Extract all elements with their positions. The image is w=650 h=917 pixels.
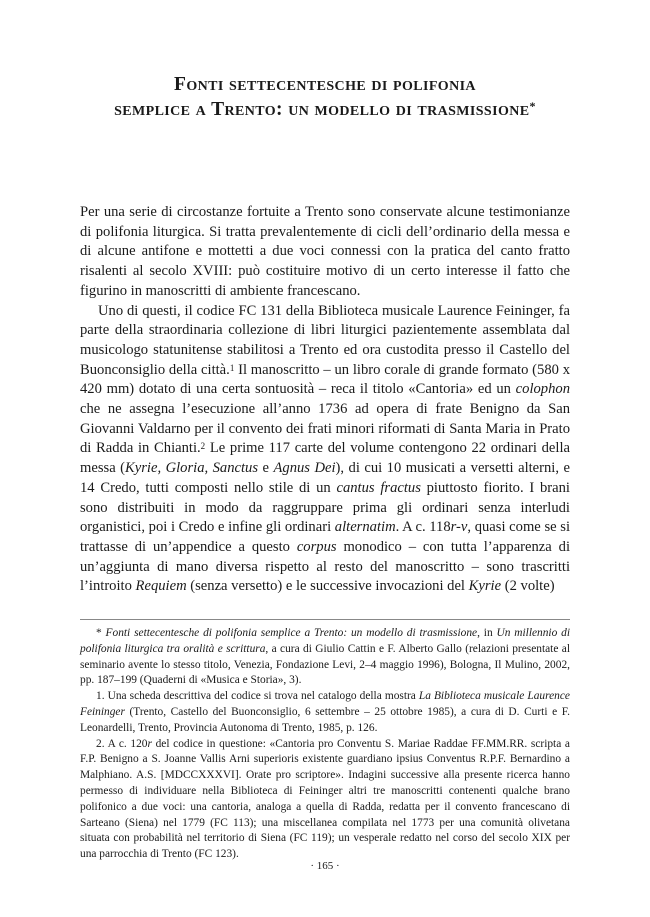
text-run: (senza versetto) e le successive invocazioni del bbox=[186, 578, 469, 595]
italic-term: Kyrie bbox=[468, 578, 502, 595]
text-run: del codice in questione: «Cantoria pro Conventu S. Mariae Raddae FF.MM.RR. scripta a F.P. Benigno a S. Joanne Vallis Arni superioris existente guardiano ipsius Conventus R.P.F. Bernardino a Malphiano. A.S. [MDCCXXXVI]. Orate pro scriptore». Indagini successive alla presente ricerca hanno permesso di individuare nella Biblioteca di Feininger altri tre manoscritti contenenti qualche brano polifonico a due voci: una cantoria, analoga a quella di Radda, redatta per il convento francescano di Sarteano (Siena) nel 1779 (FC 113); una miscellanea compilata nel 1773 per una comunità olivetana situata con probabilità nel territorio di Siena (FC 119); un vesperale redatto nel corso del secolo XIX per una parrocchia di Trento (FC 123). bbox=[80, 737, 570, 861]
text-run: che ne assegna l’esecuzione all’anno 1736 ad opera di frate Benigno da San Giovanni Valdarno per il convento dei frati minori riformati di Santa Maria in Prato di Radda in Chianti. bbox=[80, 401, 570, 457]
page-number: · 165 · bbox=[310, 860, 340, 872]
italic-term: r bbox=[147, 737, 152, 750]
text-run: Uno di questi, il codice FC 131 della Biblioteca musicale Laurence Feininger, fa parte della straordinaria collezione di libri liturgici pazientemente assemblata dal musicologo statunitense stabilitosi a Trento ed ora custodita presso il Castello del Buonconsiglio della città. bbox=[80, 302, 570, 378]
italic-term: r-v bbox=[450, 519, 468, 536]
text-run: (Trento, Castello del Buonconsiglio, 6 settembre – 25 ottobre 1985), a cura di D. Curti e F. Leonardelli, Trento, Provincia Autonoma di Trento, 1985, p. 126. bbox=[80, 706, 570, 734]
title-footnote-marker: * bbox=[529, 99, 536, 113]
text-run: e bbox=[258, 460, 274, 477]
italic-term: cantus fractus bbox=[336, 479, 421, 496]
title-line-2-text: semplice a Trento: un modello di trasmissione bbox=[114, 99, 530, 120]
italic-term: alternatim bbox=[334, 519, 396, 536]
italic-term: corpus bbox=[296, 538, 337, 555]
footnote-star bbox=[80, 626, 570, 689]
footnote-ref-1: 1 bbox=[229, 362, 235, 373]
paragraph-2 bbox=[80, 302, 570, 598]
page bbox=[80, 0, 570, 863]
text-run: (2 volte) bbox=[501, 578, 555, 595]
text-run: 2. A c. 120 bbox=[96, 737, 148, 750]
text-run: , in bbox=[477, 627, 497, 640]
paragraph-1: Per una serie di circostanze fortuite a Trento sono conservate alcune testimonianze di polifonia liturgica. Si tratta prevalentemente di cicli dell’ordinario della messa e di alcune antifone e mottetti a due voci connessi con la pratica del canto fratto risalenti al secolo XVIII: può costituire motivo di un certo interesse il fatto che figurino in manoscritti di ambiente francescano. bbox=[80, 204, 570, 299]
text-run: Il manoscritto – un libro corale di grande formato (580 x 420 mm) dotato di una certa sontuosità – reca il titolo «Cantoria» ed un bbox=[80, 361, 570, 398]
text-run: . A c. 118 bbox=[395, 519, 451, 536]
italic-term: Requiem bbox=[135, 578, 187, 595]
italic-term: colophon bbox=[515, 381, 570, 398]
footnote-2 bbox=[80, 737, 570, 863]
italic-term: Un millennio di polifonia liturgica tra oralità e scrittura bbox=[80, 627, 571, 655]
italic-term: Agnus Dei bbox=[273, 460, 336, 477]
text-run: monodico – con tutta l’apparenza di un’aggiunta di mano diversa rispetto al resto del manoscritto – sono trascritti l’introito bbox=[80, 538, 571, 595]
title-line-1: Fonti settecentesche di polifonia bbox=[174, 74, 476, 95]
footnote-1 bbox=[80, 689, 570, 736]
italic-term: La Biblioteca musicale Laurence Feininger bbox=[80, 690, 570, 719]
footnote-ref-2: 2 bbox=[200, 441, 206, 452]
footnote-rule bbox=[80, 619, 570, 620]
italic-term: Fonti settecentesche di polifonia semplice a Trento: un modello di trasmissione bbox=[105, 627, 478, 640]
text-run: * bbox=[96, 627, 106, 640]
footnotes bbox=[80, 626, 570, 863]
text-run: piuttosto fiorito. I brani sono distribuiti in modo da raggruppare prima gli ordinari senza interludi organistici, poi i Credo e infine gli ordinari bbox=[80, 479, 570, 536]
body-text bbox=[80, 203, 570, 597]
page-title bbox=[80, 72, 570, 122]
text-run: ), di cui 10 musicati a versetti alterni, e 14 Credo, tutti composti nello stile di un bbox=[80, 460, 570, 496]
text-run: , a cura di Giulio Cattin e F. Alberto Gallo (relazioni presentate al seminario avente lo stesso titolo, Venezia, Fondazione Levi, 2–4 maggio 1996), Bologna, Il Mulino, 2002, pp. 187–199 (Quaderni di «Musica e Storia», 3). bbox=[80, 642, 570, 687]
text-run: 1. Una scheda descrittiva del codice si trova nel catalogo della mostra bbox=[96, 690, 419, 703]
text-run: , quasi come se si trattasse di un’appendice a questo bbox=[80, 519, 570, 555]
title-line-2 bbox=[80, 97, 570, 122]
text-run: Le prime 117 carte del volume contengono 22 ordinari della messa ( bbox=[80, 440, 570, 477]
italic-term: Kyrie, Gloria, Sanctus bbox=[125, 460, 259, 477]
